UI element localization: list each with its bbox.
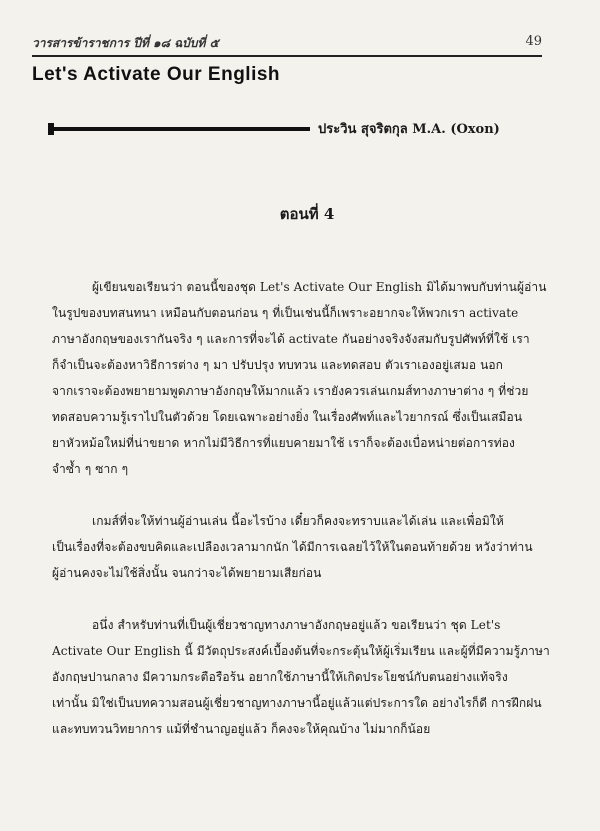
body-line: จำซ้ำ ๆ ซาก ๆ [52, 462, 129, 476]
article-title: Let's Activate Our English [32, 64, 281, 85]
article-body [52, 274, 557, 768]
section-heading [0, 202, 600, 226]
section-heading-text: ตอนที่ 4 [279, 205, 335, 223]
paragraph-2 [52, 508, 557, 586]
body-line: ยาหัวหม้อใหม่ที่น่าขยาด หากไม่มีวิธีการที่แยบคายมาใช้ เราก็จะต้องเบื่อหน่ายต่อการท่อง [52, 436, 516, 450]
header-rule [32, 55, 542, 57]
body-line: จากเราจะต้องพยายามพูดภาษาอังกฤษให้มากแล้ว เรายังควรเล่นเกมส์ทางภาษาต่าง ๆ ที่ช่วย [52, 384, 529, 398]
running-head: วารสารข้าราชการ ปีที่ ๑๘ ฉบับที่ ๕ [32, 36, 219, 50]
body-line: อนึ่ง สำหรับท่านที่เป็นผู้เชี่ยวชาญทางภาษาอังกฤษอยู่แล้ว ขอเรียนว่า ชุด Let's [92, 618, 501, 632]
body-line: Activate Our English นี้ มีวัตถุประสงค์เบื้องต้นที่จะกระตุ้นให้ผู้เริ่มเรียน และผู้ที่มีความรู้ภาษา [52, 644, 550, 658]
author-rule [50, 127, 310, 131]
body-line: ผู้เขียนขอเรียนว่า ตอนนี้ของชุด Let's Activate Our English มิได้มาพบกับท่านผู้อ่าน [92, 280, 547, 294]
paragraph-3 [52, 612, 557, 742]
body-line: อังกฤษปานกลาง มีความกระตือรือร้น อยากใช้ภาษานี้ให้เกิดประโยชน์กับตนอย่างแท้จริง [52, 670, 508, 684]
body-line: ก็จำเป็นจะต้องหาวิธีการต่าง ๆ มา ปรับปรุง ทบทวน และทดสอบ ตัวเราเองอยู่เสมอ นอก [52, 358, 504, 372]
body-line: และทบทวนวิทยาการ แม้ที่ชำนาญอยู่แล้ว ก็คงจะให้คุณบ้าง ไม่มากก็น้อย [52, 722, 431, 736]
body-line: เกมส์ที่จะให้ท่านผู้อ่านเล่น นี้อะไรบ้าง เดี๋ยวก็คงจะทราบและได้เล่น และเพื่อมิให้ [92, 514, 504, 528]
body-line: ผู้อ่านคงจะไม่ใช้สิ่งนั้น จนกว่าจะได้พยายามเสียก่อน [52, 566, 322, 580]
author-byline: ประวิน สุจริตกุล M.A. (Oxon) [318, 122, 500, 137]
body-line: ภาษาอังกฤษของเรากันจริง ๆ และการที่จะได้ activate กันอย่างจริงจังสมกับรูปศัพท์ที่ใช้ เรา [52, 332, 530, 346]
body-line: ทดสอบความรู้เราไปในตัวด้วย โดยเฉพาะอย่างยิ่ง ในเรื่องศัพท์และไวยากรณ์ ซึ่งเป็นเสมือน [52, 410, 523, 424]
body-line: เป็นเรื่องที่จะต้องขบคิดและเปลืองเวลามากนัก ได้มีการเฉลยไว้ให้ในตอนท้ายด้วย หวังว่าท่าน [52, 540, 533, 554]
page-number: 49 [525, 34, 542, 49]
body-line: เท่านั้น มิใช่เป็นบทความสอนผู้เชี่ยวชาญทางภาษานี้อยู่แล้วแต่ประการใด อย่างไรก็ดี การฝึกฝน [52, 696, 542, 710]
body-line: ในรูปของบทสนทนา เหมือนกับตอนก่อน ๆ ที่เป็นเช่นนี้ก็เพราะอยากจะให้พวกเรา activate [52, 306, 519, 320]
paragraph-1 [52, 274, 557, 482]
